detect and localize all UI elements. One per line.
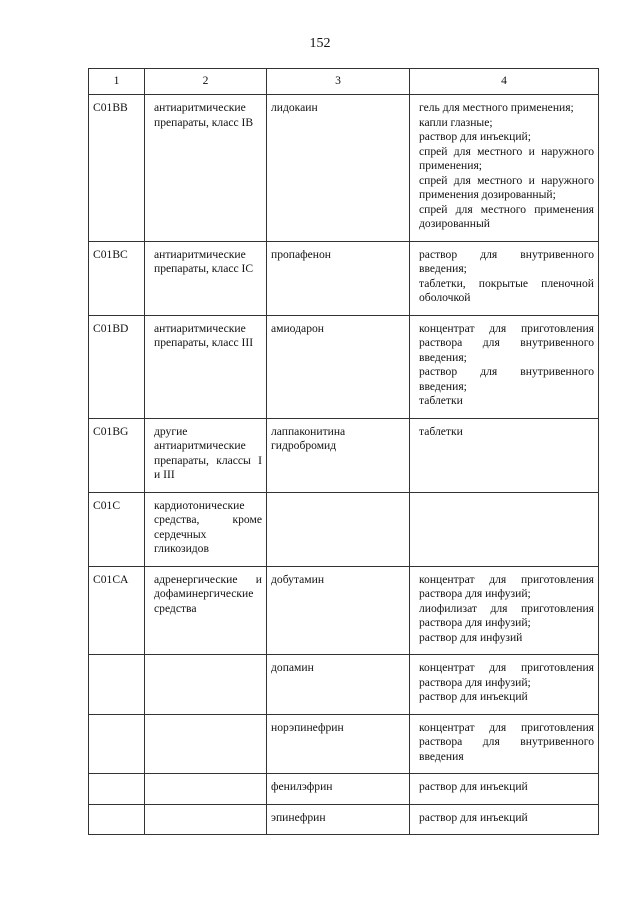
dosage-form-item: раствор для инъекций [419, 690, 528, 703]
drug-name-cell [267, 492, 410, 566]
page-number: 152 [309, 36, 331, 51]
table-row [89, 714, 599, 774]
drug-name-cell: норэпинефрин [267, 714, 410, 774]
dosage-form-item: таблетки, покрытые пленочной оболочкой [419, 276, 594, 304]
group-cell [145, 566, 267, 655]
dosage-form-item: раствор для внутривенного введения; [419, 365, 594, 393]
dosage-form-item: спрей для местного и наружного применения дозированный; [419, 173, 594, 201]
dosage-form-item: раствор для инъекций [419, 810, 528, 824]
dosage-forms-cell [410, 774, 599, 805]
group-cell [145, 95, 267, 242]
dosage-form-item: лиофилизат для приготовления раствора для инфузий; [419, 601, 594, 629]
table-row [89, 566, 599, 655]
atc-code-cell: C01BG [89, 418, 145, 492]
drug-name-cell: лидокаин [267, 95, 410, 242]
atc-code-cell [89, 804, 145, 835]
drug-name-cell: фенилэфрин [267, 774, 410, 805]
table-body [89, 95, 599, 835]
dosage-form-item: концентрат для приготовления раствора для инфузий; [419, 661, 594, 689]
atc-code-cell: C01BD [89, 315, 145, 418]
group-text: антиаритмические препараты, класс IB [154, 101, 254, 129]
dosage-forms-cell [410, 566, 599, 655]
group-text: адренергические и дофаминергические средства [154, 572, 262, 615]
table-row [89, 804, 599, 835]
dosage-forms-cell [410, 655, 599, 715]
column-header: 3 [267, 69, 410, 95]
dosage-form-item: раствор для инъекций; [419, 130, 531, 143]
drug-name-cell: эпинефрин [267, 804, 410, 835]
atc-code-cell: C01BB [89, 95, 145, 242]
dosage-form-item: раствор для инъекций [419, 780, 528, 793]
dosage-forms-cell [410, 241, 599, 315]
table-row [89, 95, 599, 242]
atc-code-cell [89, 774, 145, 805]
column-header: 1 [89, 69, 145, 95]
column-header: 4 [410, 69, 599, 95]
dosage-form-item: концентрат для приготовления раствора для внутривенного введения [419, 720, 594, 763]
dosage-form-item: раствор для внутривенного введения; [419, 247, 594, 275]
dosage-form-item: раствор для инфузий [419, 630, 523, 644]
atc-code-cell [89, 655, 145, 715]
dosage-forms-cell [410, 315, 599, 418]
group-text: кардиотонические средства, кроме сердечных гликозидов [154, 498, 262, 555]
table-row [89, 315, 599, 418]
group-cell [145, 241, 267, 315]
table-row [89, 774, 599, 805]
table-row [89, 655, 599, 715]
dosage-forms-cell [410, 492, 599, 566]
dosage-forms-cell [410, 714, 599, 774]
dosage-form-item: спрей для местного и наружного применения; [419, 144, 594, 172]
atc-code-cell [89, 714, 145, 774]
dosage-forms-cell [410, 418, 599, 492]
drug-table [88, 68, 599, 835]
group-cell [145, 714, 267, 774]
dosage-forms-cell [410, 95, 599, 242]
group-cell [145, 492, 267, 566]
column-header: 2 [145, 69, 267, 95]
dosage-forms-cell [410, 804, 599, 835]
dosage-form-item: капли глазные; [419, 115, 493, 129]
group-cell [145, 315, 267, 418]
table-row [89, 418, 599, 492]
group-text: антиаритмические препараты, класс III [154, 321, 254, 349]
group-cell [145, 774, 267, 805]
group-text: другие антиаритмические препараты, классы I и III [154, 424, 262, 481]
atc-code-cell: C01C [89, 492, 145, 566]
drug-name-cell: амиодарон [267, 315, 410, 418]
drug-name-cell: лаппаконитина гидробромид [267, 418, 410, 492]
group-cell [145, 418, 267, 492]
group-cell [145, 655, 267, 715]
dosage-form-item: концентрат для приготовления раствора для внутривенного введения; [419, 321, 594, 364]
dosage-form-item: гель для местного применения; [419, 101, 574, 114]
table-row [89, 492, 599, 566]
drug-name-cell: добутамин [267, 566, 410, 655]
table-header-row [89, 69, 599, 95]
table-row [89, 241, 599, 315]
drug-name-cell: пропафенон [267, 241, 410, 315]
dosage-form-item: концентрат для приготовления раствора для инфузий; [419, 572, 594, 600]
dosage-form-item: таблетки [419, 394, 463, 407]
drug-name-cell: допамин [267, 655, 410, 715]
group-text: антиаритмические препараты, класс IC [154, 247, 254, 275]
atc-code-cell: C01CA [89, 566, 145, 655]
atc-code-cell: C01BC [89, 241, 145, 315]
dosage-form-item: таблетки [419, 424, 463, 438]
group-cell [145, 804, 267, 835]
dosage-form-item: спрей для местного применения дозированный [419, 202, 594, 230]
